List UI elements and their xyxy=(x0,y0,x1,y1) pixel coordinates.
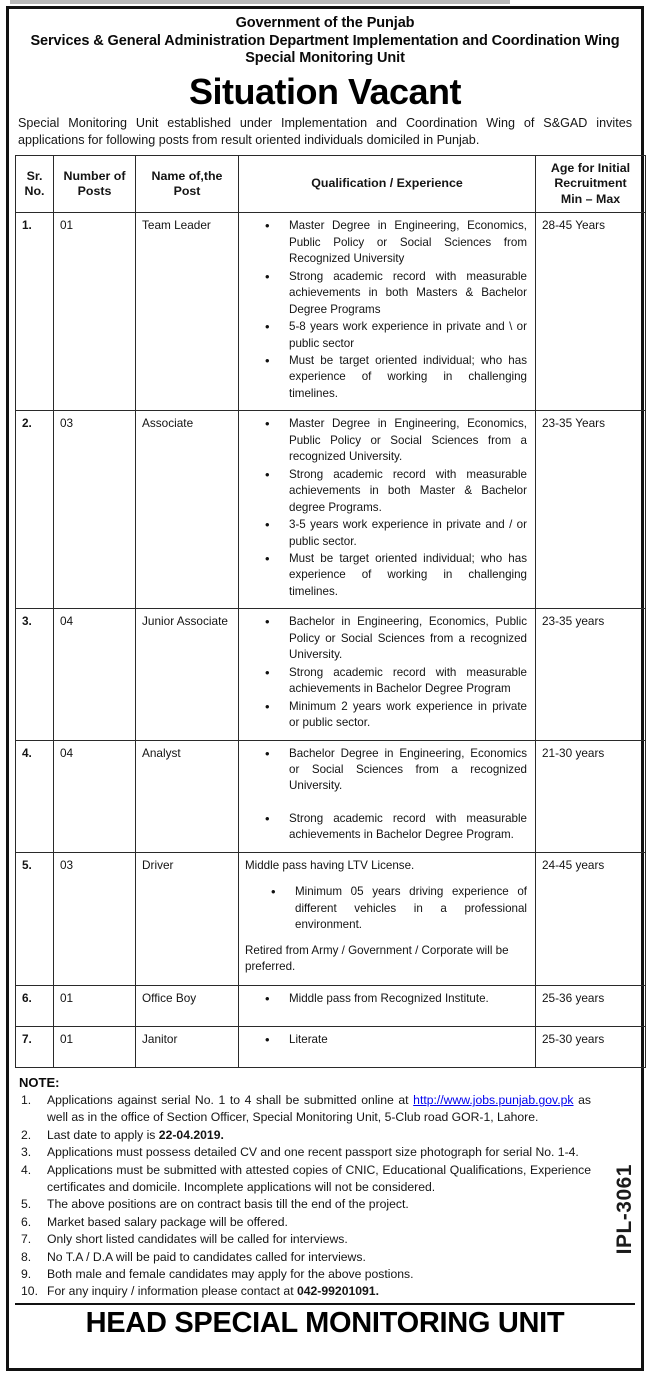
header-text: Post xyxy=(173,184,201,199)
cell-sr-no: 6. xyxy=(16,985,54,1026)
cell-number-of-posts: 01 xyxy=(54,985,136,1026)
cell-sr-no: 5. xyxy=(16,852,54,985)
note-text: as well as in the office of Section Officer, Special Monitoring Unit, 5-Club road GOR-1, Lahore. xyxy=(47,1093,591,1125)
header-text: Min – Max xyxy=(560,191,621,206)
table-row xyxy=(16,985,646,1026)
cell-post-name: Office Boy xyxy=(136,985,239,1026)
note-item: Only short listed candidates will be called for interviews. xyxy=(47,1232,348,1247)
qualification-item: • 3-5 years work experience in private and / or public sector. xyxy=(261,517,527,550)
header-text: Name of,the xyxy=(151,168,223,183)
cell-age-limit: 25-36 years xyxy=(536,985,646,1026)
cell-number-of-posts: 03 xyxy=(54,411,136,609)
qualification-trail-text: Retired from Army / Government / Corporate will be preferred. xyxy=(245,943,509,974)
cell-age-limit: 23-35 Years xyxy=(536,411,646,609)
note-item: No T.A / D.A will be paid to candidates called for interviews. xyxy=(47,1249,366,1264)
table-row xyxy=(16,1026,646,1067)
note-text: Last date to apply is xyxy=(47,1127,159,1142)
footer-block xyxy=(15,1303,635,1340)
cell-age-limit: 23-35 years xyxy=(536,609,646,740)
jobs-portal-link[interactable]: http://www.jobs.punjab.gov.pk xyxy=(413,1093,574,1108)
advertisement-frame xyxy=(6,6,644,1371)
cell-age-limit: 21-30 years xyxy=(536,740,646,852)
note-item: Applications must be submitted with attested copies of CNIC, Educational Qualifications, Experience certificates and domicile. Incomplete applications will not be considered. xyxy=(47,1162,591,1194)
qualification-item: • 5-8 years work experience in private and \ or public sector xyxy=(261,319,527,352)
table-row xyxy=(16,852,646,985)
cell-qualification xyxy=(239,213,536,411)
cell-post-name: Janitor xyxy=(136,1026,239,1067)
header-text: No. xyxy=(24,184,45,199)
cell-sr-no: 7. xyxy=(16,1026,54,1067)
top-grey-strip xyxy=(10,0,510,4)
cell-qualification xyxy=(239,1026,536,1067)
table-row xyxy=(16,411,646,609)
notes-list xyxy=(19,1092,631,1300)
organization-line-3: Special Monitoring Unit xyxy=(245,50,405,67)
organization-line-2: Services & General Administration Department Implementation and Coordination Wing xyxy=(30,32,620,49)
cell-post-name: Driver xyxy=(136,852,239,985)
cell-sr-no: 2. xyxy=(16,411,54,609)
qualification-item: • Strong academic record with measurable achievements in Bachelor Degree Program xyxy=(261,665,527,698)
contact-phone-number: 042-99201091. xyxy=(296,1284,379,1299)
note-item: Market based salary package will be offered. xyxy=(47,1214,288,1229)
cell-age-limit: 28-45 Years xyxy=(536,213,646,411)
header-text: Age for Initial xyxy=(550,160,631,175)
cell-sr-no: 3. xyxy=(16,609,54,740)
column-header-age-for-initial-recruitment xyxy=(536,155,646,213)
qualification-item: • Must be target oriented individual; who has experience of working in challenging timelines. xyxy=(261,353,527,402)
column-header-qualification-experience xyxy=(239,155,536,213)
cell-number-of-posts: 04 xyxy=(54,740,136,852)
cell-qualification xyxy=(239,609,536,740)
note-text: Applications against serial No. 1 to 4 shall be submitted online at xyxy=(47,1093,414,1108)
header-text: Qualification / Experience xyxy=(311,176,463,191)
table-row xyxy=(16,740,646,852)
qualification-item: • Strong academic record with measurable achievements in both Masters & Bachelor Degree Programs xyxy=(261,269,527,318)
cell-post-name: Junior Associate xyxy=(136,609,239,740)
note-item xyxy=(19,1092,631,1126)
last-date-value: 22-04.2019. xyxy=(158,1127,224,1142)
cell-sr-no: 1. xyxy=(16,213,54,411)
note-item: Both male and female candidates may apply for the above postions. xyxy=(47,1266,414,1281)
signature-line: HEAD SPECIAL MONITORING UNIT xyxy=(85,1307,565,1340)
cell-age-limit: 24-45 years xyxy=(536,852,646,985)
cell-post-name: Associate xyxy=(136,411,239,609)
vacancies-table-body xyxy=(16,213,646,1068)
qualification-item: • Minimum 2 years work experience in private or public sector. xyxy=(261,699,527,732)
notes-section xyxy=(15,1068,635,1300)
cell-number-of-posts: 03 xyxy=(54,852,136,985)
cell-number-of-posts: 04 xyxy=(54,609,136,740)
cell-number-of-posts: 01 xyxy=(54,213,136,411)
qualification-list xyxy=(245,416,527,600)
qualification-item: • Bachelor in Engineering, Economics, Public Policy or Social Sciences from a recognized University. xyxy=(261,614,527,663)
cell-number-of-posts: 01 xyxy=(54,1026,136,1067)
note-text: For any inquiry / information please contact at xyxy=(47,1284,297,1299)
qualification-item: • Must be target oriented individual; who has experience of working in challenging timelines. xyxy=(261,551,527,600)
header-text: Posts xyxy=(77,184,112,199)
qualification-list xyxy=(245,884,527,933)
note-item xyxy=(19,1283,631,1300)
qualification-list xyxy=(245,991,527,1007)
cell-sr-no: 4. xyxy=(16,740,54,852)
table-row xyxy=(16,213,646,411)
reference-code: IPL-3061 xyxy=(613,1164,636,1255)
header-text: Recruitment xyxy=(554,176,627,191)
qualification-item: • Strong academic record with measurable achievements in both Master & Bachelor degree Programs. xyxy=(261,467,527,516)
notes-heading: NOTE: xyxy=(19,1075,60,1091)
qualification-lead-text: Middle pass having LTV License. xyxy=(245,858,415,872)
note-item xyxy=(19,1127,631,1144)
qualification-item: • Literate xyxy=(261,1032,527,1048)
header-block xyxy=(15,15,635,112)
cell-qualification xyxy=(239,852,536,985)
header-text: Number of xyxy=(63,168,126,183)
column-header-name-of-post xyxy=(136,155,239,213)
intro-paragraph: Special Monitoring Unit established under Implementation and Coordination Wing of S&GAD invites applications for following posts from result oriented individuals domiciled in Punjab. xyxy=(18,115,632,147)
qualification-list xyxy=(245,218,527,402)
qualification-item: • Bachelor Degree in Engineering, Economics or Social Sciences from a recognized University. xyxy=(261,746,527,795)
qualification-item: • Middle pass from Recognized Institute. xyxy=(261,991,527,1007)
page-title: Situation Vacant xyxy=(188,71,462,113)
cell-post-name: Analyst xyxy=(136,740,239,852)
note-item: The above positions are on contract basis till the end of the project. xyxy=(47,1197,409,1212)
cell-qualification xyxy=(239,985,536,1026)
qualification-item: • Strong academic record with measurable achievements in Bachelor Degree Program. xyxy=(261,811,527,844)
organization-line-1: Government of the Punjab xyxy=(235,15,415,31)
qualification-list xyxy=(245,1032,527,1048)
qualification-list xyxy=(245,614,527,731)
table-row xyxy=(16,609,646,740)
header-text: Sr. xyxy=(26,168,43,183)
cell-post-name: Team Leader xyxy=(136,213,239,411)
qualification-item: • Minimum 05 years driving experience of different vehicles in a professional environment. xyxy=(267,884,527,933)
cell-qualification xyxy=(239,411,536,609)
cell-age-limit: 25-30 years xyxy=(536,1026,646,1067)
table-header-row xyxy=(16,155,646,213)
qualification-list xyxy=(245,746,527,844)
vacancies-table xyxy=(15,155,646,1069)
qualification-item: • Master Degree in Engineering, Economics, Public Policy or Social Sciences from Recognized University xyxy=(261,218,527,267)
note-item: Applications must possess detailed CV and one recent passport size photograph for serial No. 1-4. xyxy=(47,1145,579,1160)
cell-qualification xyxy=(239,740,536,852)
qualification-item: • Master Degree in Engineering, Economics, Public Policy or Social Sciences from a recognized University. xyxy=(261,416,527,465)
column-header-sr-no xyxy=(16,155,54,213)
column-header-number-of-posts xyxy=(54,155,136,213)
